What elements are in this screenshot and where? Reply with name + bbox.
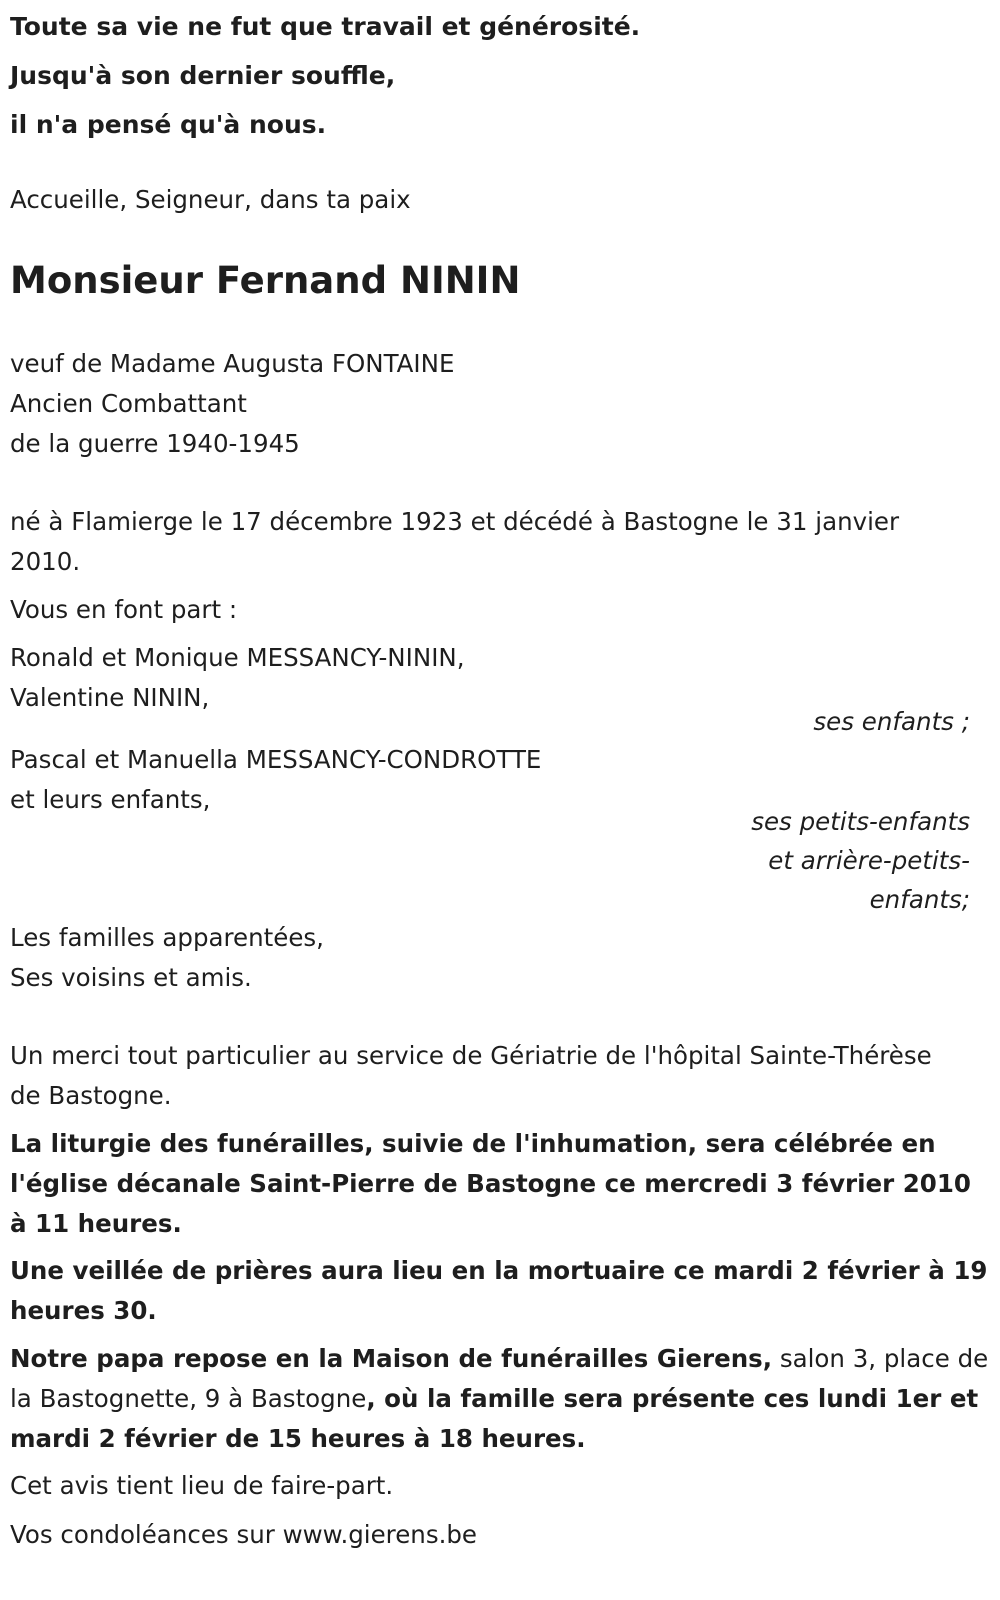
rest-paragraph xyxy=(10,1339,995,1459)
condolences-line: Vos condoléances sur www.gierens.be xyxy=(10,1520,477,1549)
vigil-paragraph: Une veillée de prières aura lieu en la mortuaire ce mardi 2 février à 19 heures 30. xyxy=(10,1256,988,1325)
rest-part-2: salon 3, place de la Bastognette, 9 à Bastogne xyxy=(10,1344,989,1413)
epigraph-line-1: Toute sa vie ne fut que travail et générosité. xyxy=(10,12,641,41)
grandchildren-line-2: et leurs enfants, xyxy=(10,785,211,814)
epigraph-line-2: Jusqu'à son dernier souffle, xyxy=(10,61,396,90)
others-block xyxy=(10,918,324,998)
notice-line: Cet avis tient lieu de faire-part. xyxy=(10,1471,394,1500)
grandchildren-block xyxy=(10,740,541,820)
rest-part-3: , où la famille sera présente ces lundi 1er et mardi 2 février de 15 heures à 18 heures. xyxy=(10,1384,979,1453)
others-line-2: Ses voisins et amis. xyxy=(10,963,252,992)
prayer: Accueille, Seigneur, dans ta paix xyxy=(10,185,411,214)
rest-part-1: Notre papa repose en la Maison de funérailles Gierens, xyxy=(10,1344,773,1373)
grandchildren-relation xyxy=(751,802,970,919)
grandchildren-relation-3: enfants; xyxy=(869,885,970,914)
announce-label: Vous en font part : xyxy=(10,595,238,624)
status-line-3: de la guerre 1940-1945 xyxy=(10,429,300,458)
others-line-1: Les familles apparentées, xyxy=(10,923,324,952)
grandchildren-line-1: Pascal et Manuella MESSANCY-CONDROTTE xyxy=(10,745,542,774)
birth-death-dates: né à Flamierge le 17 décembre 1923 et décédé à Bastogne le 31 janvier 2010. xyxy=(10,507,900,576)
children-line-2: Valentine NININ, xyxy=(10,683,210,712)
status-line-1: veuf de Madame Augusta FONTAINE xyxy=(10,349,455,378)
liturgy-paragraph: La liturgie des funérailles, suivie de l'inhumation, sera célébrée en l'église décanale Saint-Pierre de Bastogne ce mercredi 3 février 2010 à 11 heures. xyxy=(10,1129,971,1238)
children-relation: ses enfants ; xyxy=(813,707,970,736)
children-block xyxy=(10,638,465,718)
grandchildren-relation-1: ses petits-enfants xyxy=(751,807,970,836)
epigraph-line-3: il n'a pensé qu'à nous. xyxy=(10,110,327,139)
status-block xyxy=(10,344,454,464)
status-line-2: Ancien Combattant xyxy=(10,389,247,418)
grandchildren-relation-2: et arrière-petits- xyxy=(768,846,970,875)
thanks-paragraph: Un merci tout particulier au service de Gériatrie de l'hôpital Sainte-Thérèse de Bastogne. xyxy=(10,1041,932,1110)
children-line-1: Ronald et Monique MESSANCY-NININ, xyxy=(10,643,465,672)
deceased-name: Monsieur Fernand NININ xyxy=(10,259,521,302)
